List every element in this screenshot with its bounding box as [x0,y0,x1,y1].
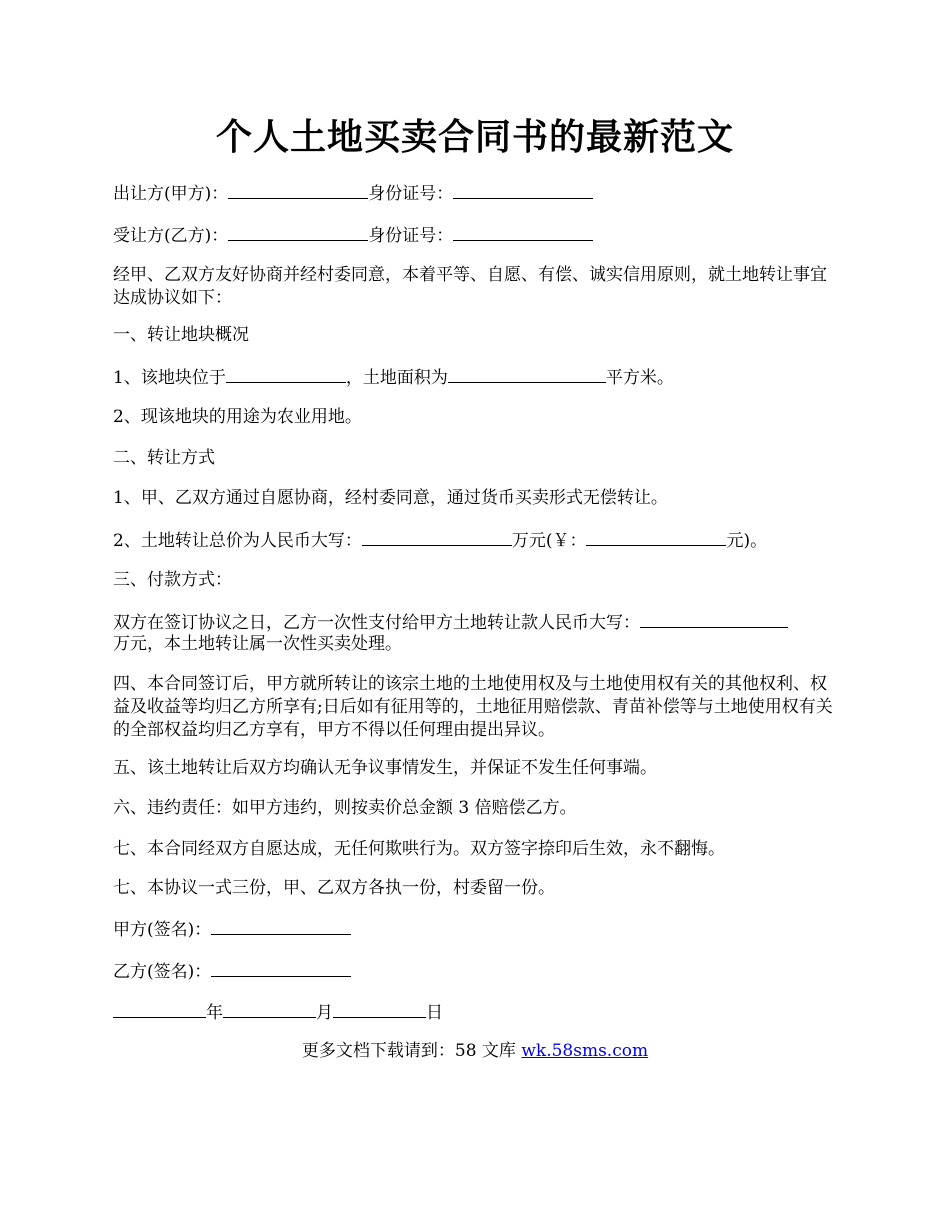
section-7-paragraph: 七、本合同经双方自愿达成，无任何欺哄行为。双方签字捺印后生效，永不翻悔。 [113,839,725,859]
buyer-label: 受让方(乙方)： [113,226,229,246]
area-unit: 平方米。 [605,368,674,388]
price-number-blank [586,528,726,546]
section-5-paragraph: 五、该土地转让后双方均确认无争议事情发生，并保证不发生任何事端。 [113,758,657,778]
seller-id-label: 身份证号： [368,184,454,204]
page-title: 个人土地买卖合同书的最新范文 [215,116,734,158]
buyer-id-label: 身份证号： [368,226,454,246]
party-b-signature-line [113,959,843,984]
price-close: 元)。 [726,531,768,551]
section-6-paragraph: 六、违约责任：如甲方违约，则按卖价总金额 3 倍赔偿乙方。 [113,798,577,818]
seller-line [113,181,843,206]
section-1-item-2: 2、现该地块的用途为农业用地。 [113,407,362,427]
payment-label: 双方在签订协议之日，乙方一次性支付给甲方土地转让款人民币大写： [113,613,640,633]
section-2-item-1: 1、甲、乙双方通过自愿协商，经村委同意，通过货币买卖形式无偿转让。 [113,488,668,508]
section-2-item-2 [113,528,843,553]
section-1-item-1 [113,365,843,390]
party-a-sign-blank [211,917,351,935]
payment-blank [640,610,788,628]
year-label: 年 [206,1003,223,1023]
day-blank [333,1000,426,1018]
party-a-sign-label: 甲方(签名)： [113,920,212,940]
party-a-signature-line [113,917,843,942]
section-8-paragraph: 七、本协议一式三份，甲、乙双方各执一份，村委留一份。 [113,878,555,898]
party-b-sign-label: 乙方(签名)： [113,962,212,982]
section-3-heading: 三、付款方式： [113,570,232,590]
footer-link[interactable]: wk.58sms.com [521,1041,649,1061]
section-1-heading: 一、转让地块概况 [113,325,249,345]
seller-name-blank [228,181,368,199]
year-blank [113,1000,206,1018]
section-3-line-1 [113,610,843,635]
section-2-heading: 二、转让方式 [113,448,215,468]
seller-label: 出让方(甲方)： [113,184,229,204]
party-b-sign-blank [211,959,351,977]
section-4-paragraph: 四、本合同签订后，甲方就所转让的该宗土地的土地使用权及与土地使用权有关的其他权利、权益及收益等均归乙方所享有;日后如有征用等的，土地征用赔偿款、青苗补偿等与土地使用权有关的全部权益均归乙方享有，甲方不得以任何理由提出异议。 [113,674,833,740]
date-line [113,1000,843,1025]
buyer-name-blank [228,223,368,241]
footer [0,1040,950,1063]
location-blank [226,365,346,383]
area-label: ，土地面积为 [345,368,448,388]
price-label: 2、土地转让总价为人民币大写： [113,531,362,551]
intro-paragraph: 经甲、乙双方友好协商并经村委同意，本着平等、自愿、有偿、诚实信用原则，就土地转让事宜达成协议如下： [113,265,827,308]
buyer-id-blank [453,223,593,241]
area-blank [448,365,606,383]
section-3-line-2: 万元，本土地转让属一次性买卖处理。 [113,634,402,654]
price-unit-label: 万元(￥： [511,531,587,551]
footer-text: 更多文档下载请到：58 文库 [301,1041,522,1061]
price-words-blank [362,528,512,546]
month-label: 月 [316,1003,333,1023]
buyer-line [113,223,843,248]
month-blank [223,1000,316,1018]
location-label: 1、该地块位于 [113,368,226,388]
seller-id-blank [453,181,593,199]
day-label: 日 [426,1003,443,1023]
